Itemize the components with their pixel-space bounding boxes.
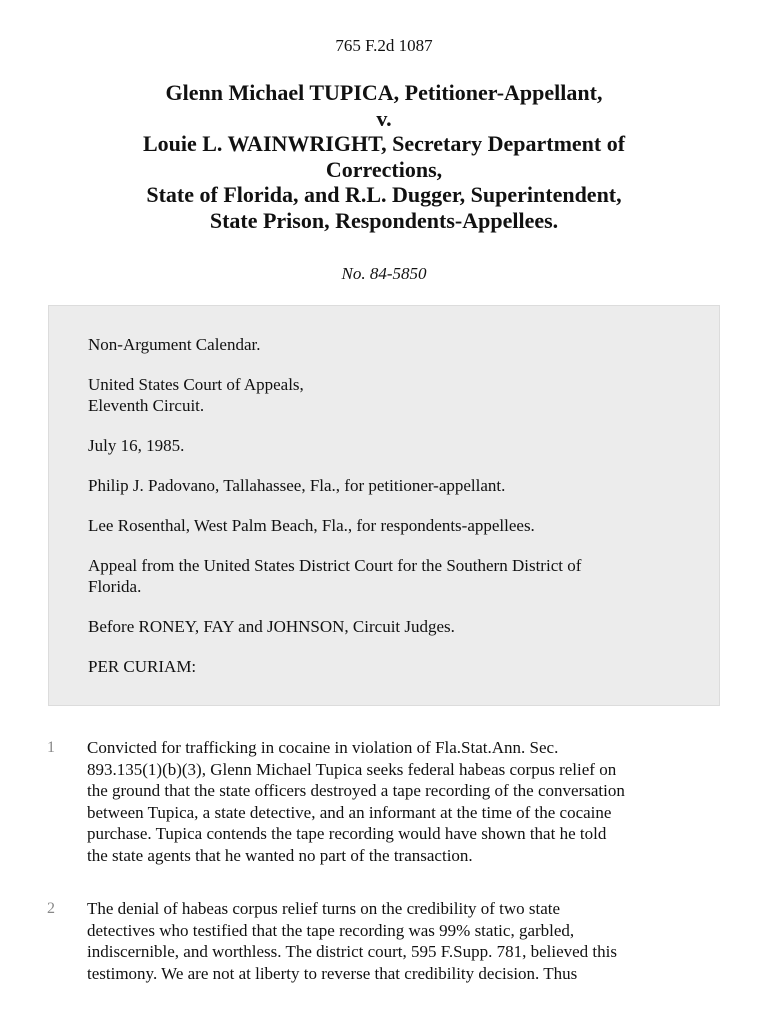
paragraph-line: The denial of habeas corpus relief turns on the credibility of two state <box>87 899 561 918</box>
court-name-line: United States Court of Appeals, <box>88 375 304 394</box>
calendar-note: Non-Argument Calendar. <box>88 335 261 354</box>
appeal-source <box>88 555 679 597</box>
case-title-line: Glenn Michael TUPICA, Petitioner-Appellant, <box>165 80 603 105</box>
court-name-line: Eleventh Circuit. <box>88 396 205 415</box>
paragraph-line: Convicted for trafficking in cocaine in violation of Fla.Stat.Ann. Sec. <box>87 738 559 757</box>
docket-number: No. 84-5850 <box>341 264 427 283</box>
case-title-line: State of Florida, and R.L. Dugger, Superintendent, <box>146 182 622 207</box>
counsel-petitioner: Philip J. Padovano, Tallahassee, Fla., for petitioner-appellant. <box>88 476 506 495</box>
paragraph-text <box>87 737 727 866</box>
appeal-source-line: Appeal from the United States District Court for the Southern District of <box>88 556 582 575</box>
case-title-line: Corrections, <box>325 156 443 182</box>
paragraph-line: 893.135(1)(b)(3), Glenn Michael Tupica seeks federal habeas corpus relief on <box>87 759 617 779</box>
paragraph-line: between Tupica, a state detective, and an informant at the time of the cocaine <box>87 802 612 822</box>
counsel-respondents: Lee Rosenthal, West Palm Beach, Fla., for respondents-appellees. <box>88 516 535 535</box>
case-title-line: v. <box>376 105 392 131</box>
paragraph-line: the ground that the state officers destroyed a tape recording of the conversation <box>87 781 625 800</box>
paragraph-line: the state agents that he wanted no part of the transaction. <box>87 845 473 865</box>
paragraph-number[interactable]: 1 <box>47 739 55 756</box>
per-curiam-label: PER CURIAM: <box>88 657 197 676</box>
paragraph-number[interactable]: 2 <box>47 900 55 917</box>
paragraph-line: purchase. Tupica contends the tape recording would have shown that he told <box>87 824 607 843</box>
panel-judges: Before RONEY, FAY and JOHNSON, Circuit Judges. <box>88 617 455 636</box>
appeal-source-line: Florida. <box>88 577 142 596</box>
paragraph-line: indiscernible, and worthless. The district court, 595 F.Supp. 781, believed this <box>87 942 617 961</box>
court-name <box>88 374 679 416</box>
decision-date: July 16, 1985. <box>88 436 185 455</box>
case-title-line: Louie L. WAINWRIGHT, Secretary Department of <box>142 131 626 156</box>
paragraph-text <box>87 898 727 984</box>
case-info-box <box>48 305 720 706</box>
case-title <box>60 80 708 233</box>
case-citation: 765 F.2d 1087 <box>335 36 433 55</box>
paragraph-line: testimony. We are not at liberty to reverse that credibility decision. Thus <box>87 963 578 983</box>
case-title-line: State Prison, Respondents-Appellees. <box>209 207 559 233</box>
paragraph-line: detectives who testified that the tape recording was 99% static, garbled, <box>87 920 575 940</box>
